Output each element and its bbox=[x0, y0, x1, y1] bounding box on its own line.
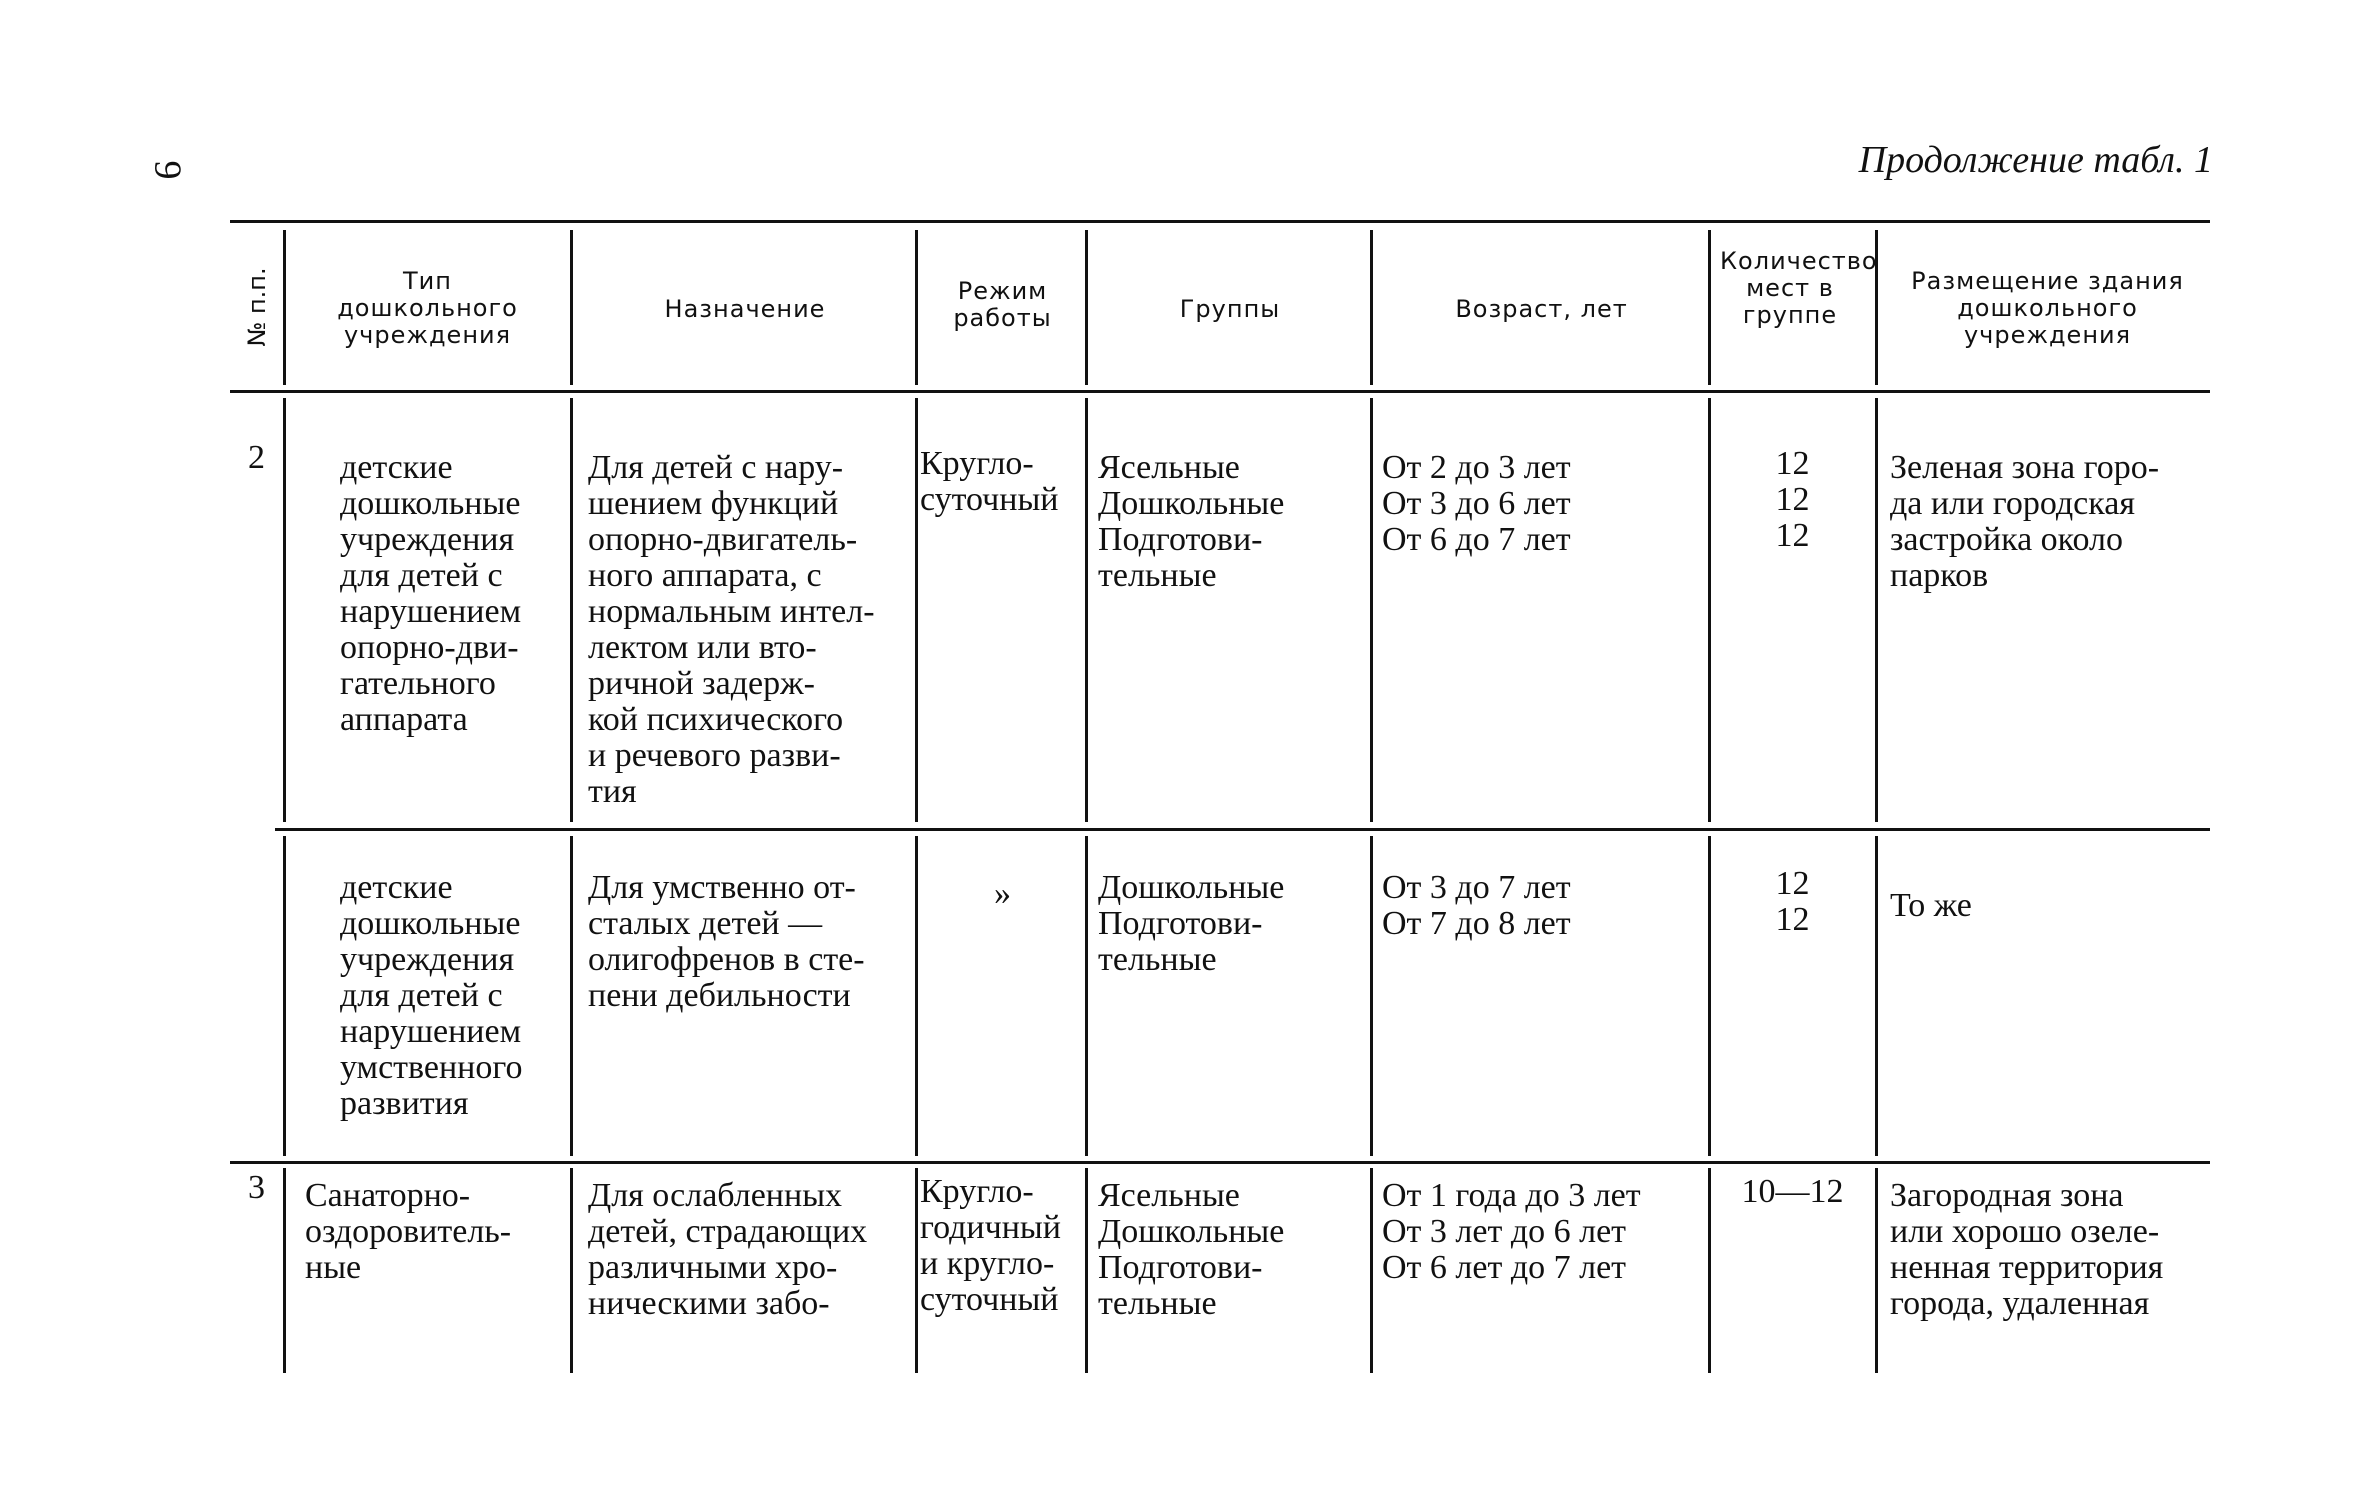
col-line bbox=[1085, 1168, 1088, 1373]
row1-location: Зеленая зона горо- да или городская застройка около парков bbox=[1890, 449, 2160, 594]
col-line bbox=[570, 836, 573, 1156]
col-line bbox=[570, 230, 573, 385]
col-line bbox=[283, 1168, 286, 1373]
row3-ages: От 1 года до 3 лет От 3 лет до 6 лет От 6 лет до 7 лет bbox=[1382, 1177, 1641, 1286]
col-line bbox=[1708, 230, 1711, 385]
col-line bbox=[1370, 836, 1373, 1156]
header-mode: Режим работы bbox=[953, 277, 1052, 332]
col-line bbox=[915, 230, 918, 385]
page-number: 9 bbox=[146, 160, 189, 180]
row3-num: 3 bbox=[248, 1169, 265, 1206]
row3-purpose: Для ослабленных детей, страдающих различными хро- ническими забо- bbox=[588, 1177, 868, 1322]
header-bottom-rule bbox=[230, 390, 2210, 393]
col-line bbox=[283, 230, 286, 385]
row2-location: То же bbox=[1890, 887, 1972, 924]
row1-num: 2 bbox=[248, 439, 265, 476]
row2-groups: Дошкольные Подготови- тельные bbox=[1098, 869, 1285, 978]
col-line bbox=[1370, 398, 1373, 822]
row2-mode: » bbox=[994, 875, 1011, 912]
row2-type: детские дошкольные учреждения для детей с нарушением умственного развития bbox=[340, 869, 523, 1122]
row3-type: Санаторно- оздоровитель- ные bbox=[305, 1177, 512, 1286]
header-age: Возраст, лет bbox=[1455, 295, 1628, 323]
col-line bbox=[283, 398, 286, 822]
row3-mode: Кругло- годичный и кругло- суточный bbox=[920, 1173, 1061, 1318]
row2-counts: 12 12 bbox=[1775, 865, 1810, 938]
row1-groups: Ясельные Дошкольные Подготови- тельные bbox=[1098, 449, 1285, 594]
row-separator-2 bbox=[230, 1161, 2210, 1164]
row3-groups: Ясельные Дошкольные Подготови- тельные bbox=[1098, 1177, 1285, 1322]
row3-counts: 10—12 bbox=[1741, 1173, 1844, 1210]
col-line bbox=[570, 1168, 573, 1373]
header-groups: Группы bbox=[1179, 295, 1281, 323]
row1-counts: 12 12 12 bbox=[1775, 445, 1810, 554]
row-separator-1 bbox=[275, 828, 2210, 831]
header-num: № п.п. bbox=[243, 267, 271, 347]
row2-purpose: Для умственно от- сталых детей — олигофренов в сте- пени дебильности bbox=[588, 869, 865, 1014]
col-line bbox=[283, 836, 286, 1156]
col-line bbox=[1370, 1168, 1373, 1373]
col-line bbox=[1370, 230, 1373, 385]
table-caption: Продолжение табл. 1 bbox=[1858, 139, 2213, 181]
row1-type: детские дошкольные учреждения для детей с нарушением опорно-дви- гательного аппарата bbox=[340, 449, 522, 738]
col-line bbox=[1875, 836, 1878, 1156]
row1-ages: От 2 до 3 лет От 3 до 6 лет От 6 до 7 лет bbox=[1382, 449, 1571, 558]
col-line bbox=[570, 398, 573, 822]
header-location: Размещение здания дошкольного учреждения bbox=[1911, 267, 2184, 349]
table-top-rule bbox=[230, 220, 2210, 223]
col-line bbox=[1875, 1168, 1878, 1373]
header-type: Тип дошкольного учреждения bbox=[337, 267, 518, 349]
row1-mode: Кругло- суточный bbox=[920, 445, 1059, 518]
col-line bbox=[1875, 398, 1878, 822]
row2-ages: От 3 до 7 лет От 7 до 8 лет bbox=[1382, 869, 1571, 942]
row3-location: Загородная зона или хорошо озеле- ненная территория города, удаленная bbox=[1890, 1177, 2164, 1322]
col-line bbox=[1085, 230, 1088, 385]
col-line bbox=[1085, 836, 1088, 1156]
header-purpose: Назначение bbox=[664, 295, 826, 323]
header-count: Количество мест в группе bbox=[1720, 247, 1878, 329]
col-line bbox=[1085, 398, 1088, 822]
row1-purpose: Для детей с нару- шением функций опорно-двигатель- ного аппарата, с нормальным интел- лектом или вто- ричной задерж- кой психического и речевого разви- тия bbox=[588, 449, 875, 810]
